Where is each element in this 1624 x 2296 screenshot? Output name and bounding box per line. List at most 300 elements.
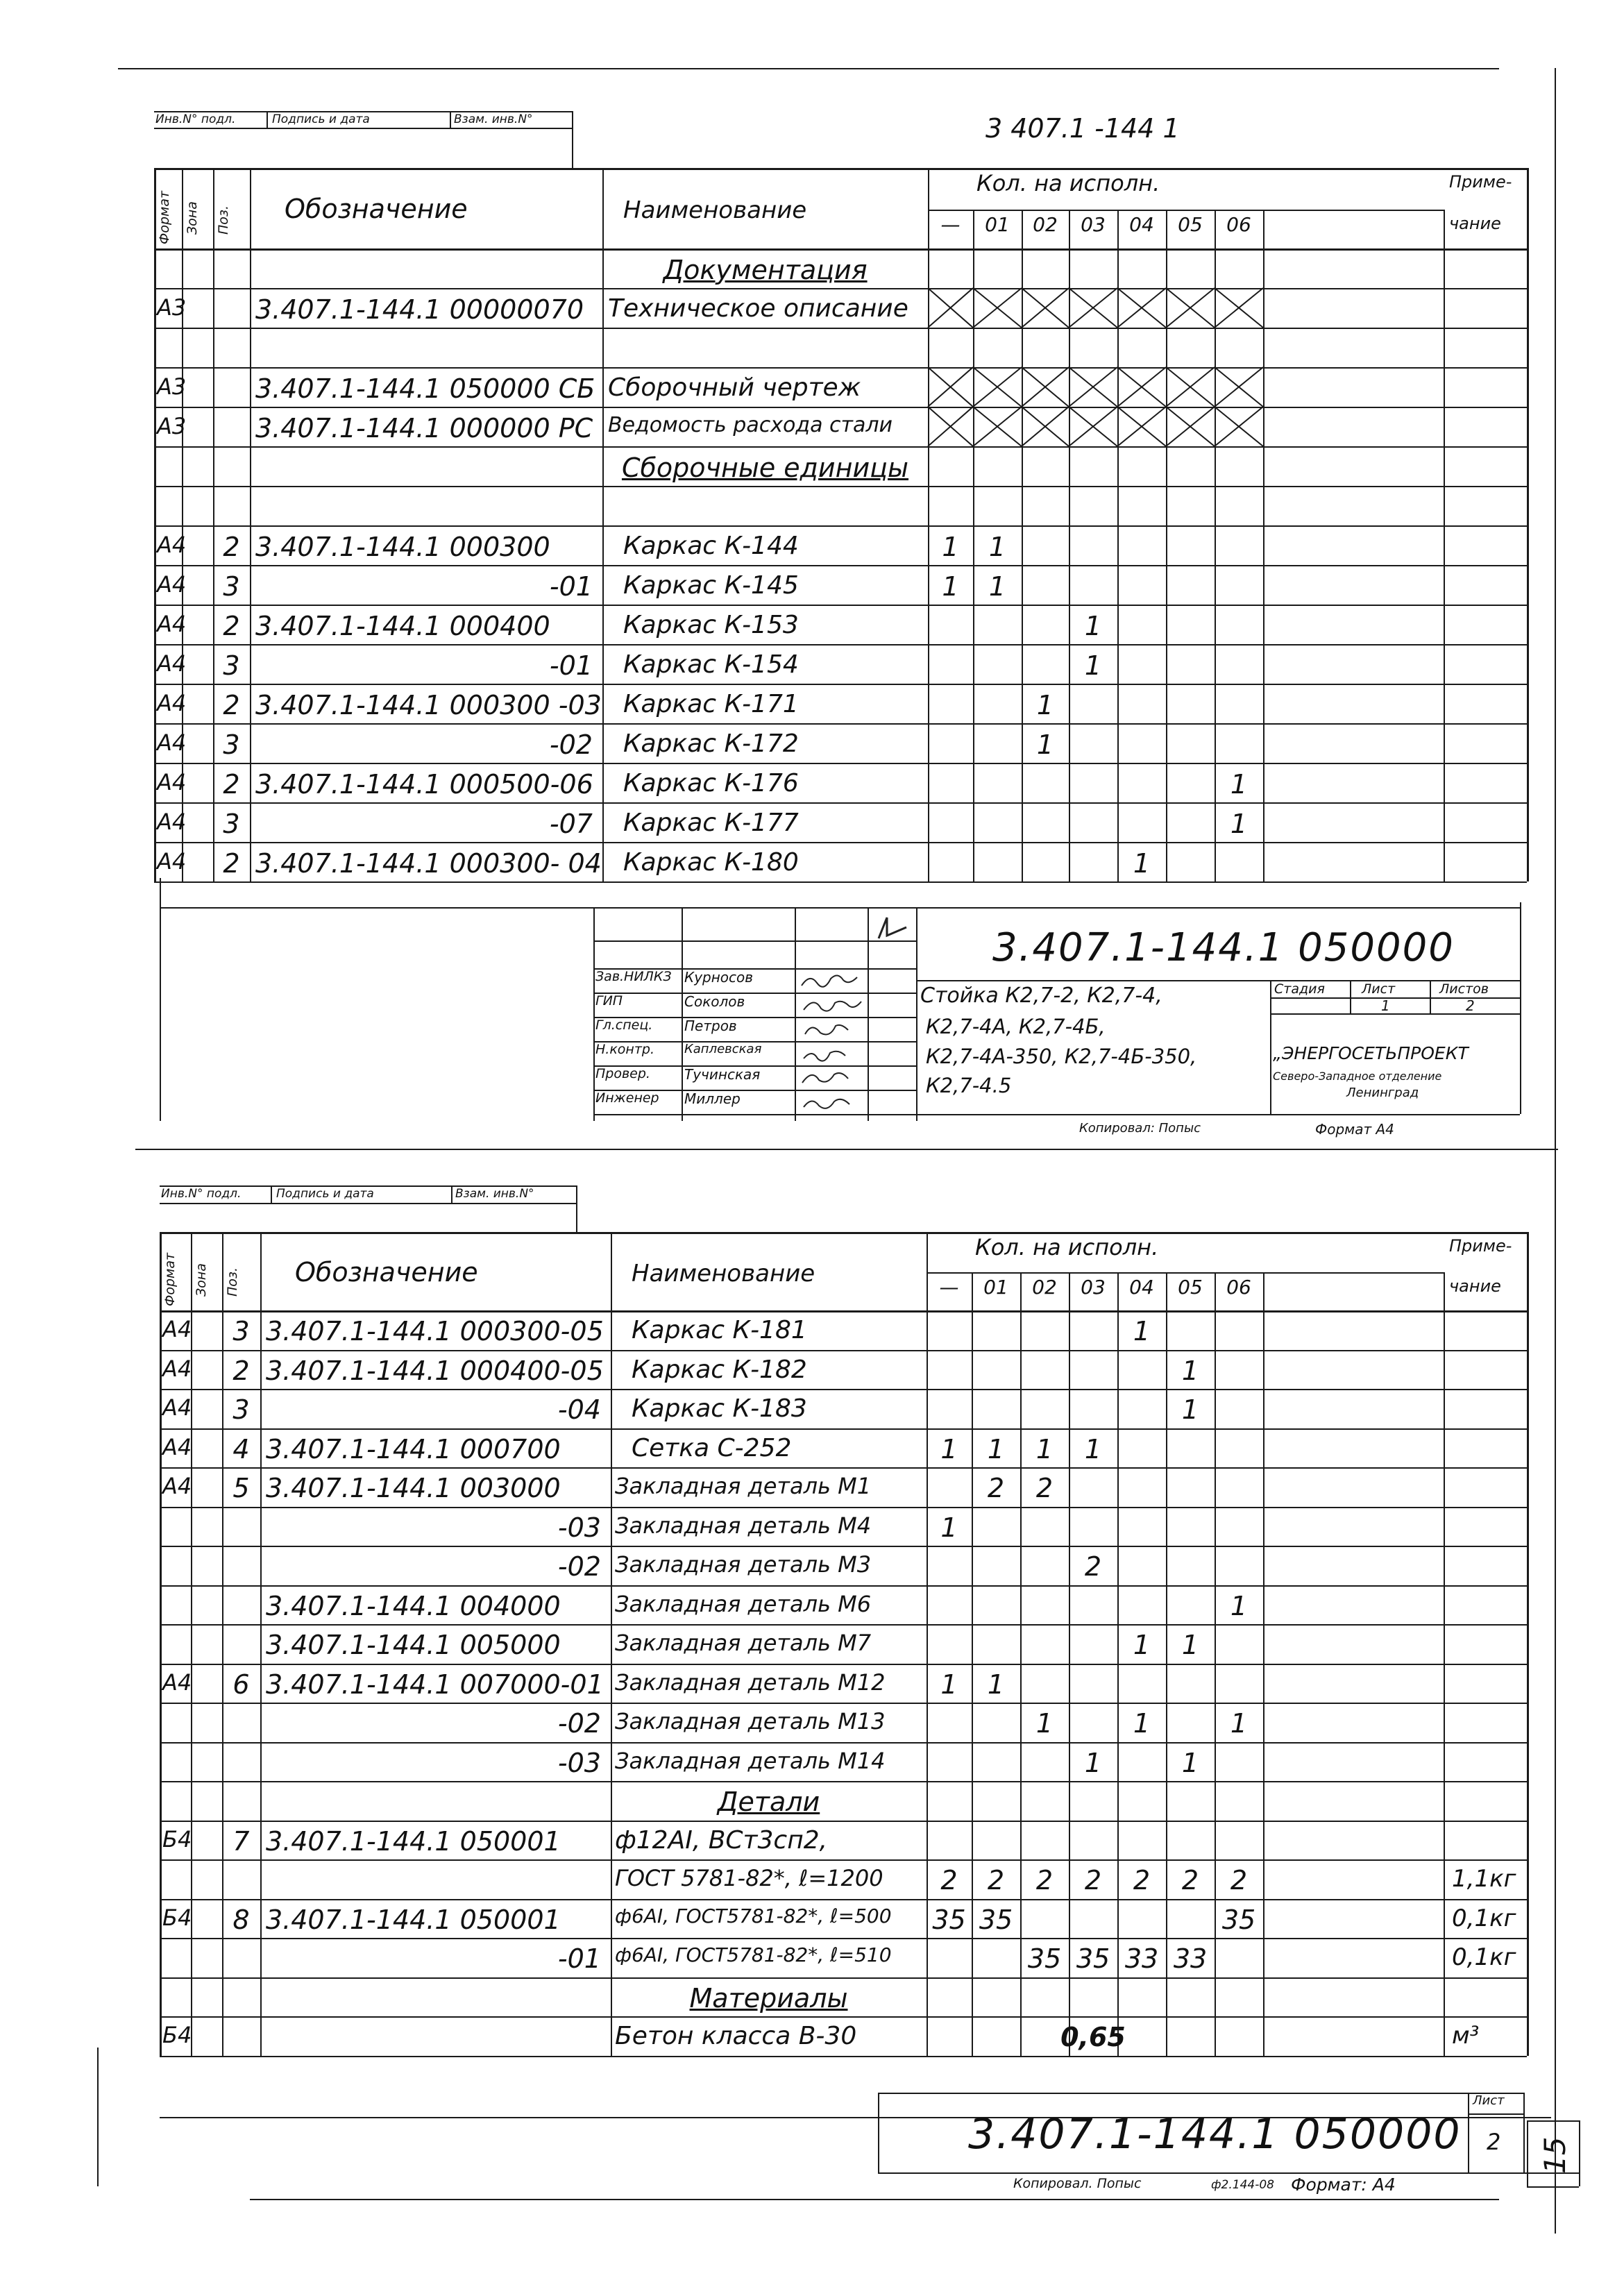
role-chief-engineer: ГИП (595, 993, 623, 1008)
quantity-cell: 1 (1035, 1433, 1054, 1464)
name-cell: ГОСТ 5781-82*, ℓ=1200 (615, 1867, 883, 1890)
organization-name: „ЭНЕРГОСЕТЬПРОЕКТ (1273, 1043, 1469, 1063)
format-cell: Б4 (162, 1825, 192, 1852)
position-column-header: Поз. (216, 205, 231, 235)
quantity-cell: 35 (1027, 1943, 1062, 1975)
quantity-cell: 1 (1084, 1747, 1102, 1778)
grid-line (160, 1428, 1527, 1430)
position-column-header: Поз. (225, 1267, 240, 1297)
grid-line (154, 605, 1527, 606)
document-code: 3.407.1-144.1 050000 (992, 925, 1455, 970)
quantity-cell: 1 (1230, 1708, 1248, 1739)
designation-cell: -07 (549, 808, 593, 839)
format-column-header: Формат (157, 190, 172, 244)
variant-column-header: — (939, 1276, 959, 1299)
quantity-cell: 1 (1230, 768, 1248, 800)
grid-line (160, 1232, 1527, 1234)
stamp-sign-label: Подпись и дата (276, 1187, 374, 1201)
format-cell: A4 (162, 1669, 192, 1696)
quantity-cell: 1 (1133, 1630, 1151, 1661)
variant-column-header: 05 (1178, 1276, 1203, 1299)
name-cell: Техническое описание (608, 296, 908, 321)
quantity-cell: 2 (1084, 1865, 1102, 1896)
note-cell: 0,1кг (1452, 1943, 1516, 1972)
grid-line (160, 2056, 1527, 2057)
variant-column-header: 03 (1081, 213, 1106, 236)
format-cell: A3 (157, 412, 187, 439)
quantity-cell: 2 (1230, 1865, 1248, 1896)
variant-column-header: 03 (1081, 1276, 1106, 1299)
title-line-1: Стойка К2,7-2, К2,7-4, (920, 984, 1162, 1008)
role-engineer: Инженер (595, 1090, 659, 1106)
grid-line (154, 168, 156, 881)
grid-line (160, 1938, 1527, 1939)
format-label: Формат: А4 (1291, 2175, 1396, 2195)
not-applicable-cross-mark (1069, 367, 1117, 407)
format-cell: A3 (157, 294, 187, 321)
grid-line (928, 210, 1444, 211)
name-sokolov: Соколов (684, 993, 745, 1010)
name-cell: Закладная деталь М13 (615, 1710, 886, 1733)
quantity-cell: 1 (987, 1433, 1005, 1464)
variant-column-header: 06 (1226, 213, 1251, 236)
not-applicable-cross-mark (1215, 288, 1263, 328)
right-border-line (1555, 68, 1556, 2234)
quantity-cell: 1 (942, 571, 959, 602)
sheet-label: Лист (1362, 981, 1396, 997)
not-applicable-cross-mark (1166, 288, 1215, 328)
grid-line (160, 1664, 1527, 1665)
quantity-cell: 1 (940, 1669, 958, 1700)
handwritten-signatures (798, 970, 868, 1113)
title-line-4: К2,7-4.5 (926, 1074, 1012, 1097)
grid-line (154, 446, 1527, 448)
grid-line (260, 1232, 262, 2056)
grid-line (1166, 1272, 1167, 2056)
not-applicable-cross-mark (1022, 288, 1069, 328)
name-cell: Закладная деталь М12 (615, 1671, 886, 1694)
format-cell: Б4 (162, 1904, 192, 1931)
grid-line (160, 2016, 1527, 2018)
name-petrov: Петров (684, 1018, 737, 1034)
quantity-cell: 1 (1181, 1355, 1199, 1386)
copied-by: Копировал. Попыс (1013, 2176, 1142, 2191)
grid-line (611, 1232, 612, 2056)
grid-line (154, 723, 1527, 725)
variant-column-header: 01 (983, 1276, 1008, 1299)
designation-cell: 3.407.1-144.1 005000 (266, 1630, 561, 1661)
grid-line (1263, 210, 1264, 881)
name-cell: Каркас К-171 (623, 691, 799, 717)
grid-line (160, 1821, 1527, 1822)
quantity-cell: 1 (1084, 1433, 1102, 1464)
sheet-number: 1 (1381, 997, 1390, 1014)
grid-line (1117, 1272, 1119, 2056)
name-miller: Миллер (684, 1090, 741, 1107)
not-applicable-cross-mark (928, 288, 973, 328)
grid-line (154, 842, 1527, 843)
name-cell: ф6АI, ГОСТ5781-82*, ℓ=510 (615, 1945, 892, 1966)
format-cell: A4 (157, 689, 187, 716)
grid-line (160, 1546, 1527, 1547)
not-applicable-cross-mark (1117, 288, 1166, 328)
variant-column-header: 02 (1033, 213, 1058, 236)
name-cell: Бетон класса В-30 (615, 2024, 857, 2050)
designation-cell: -01 (549, 650, 593, 681)
quantity-cell: 1 (1035, 1708, 1054, 1739)
designation-cell: 3.407.1-144.1 000300 -03 (255, 689, 602, 720)
position-cell: 2 (223, 689, 240, 720)
section-heading: Материалы (689, 1982, 848, 2014)
quantity-cell: 2 (940, 1865, 958, 1896)
not-applicable-cross-mark (973, 407, 1022, 446)
position-cell: 3 (223, 571, 240, 602)
grid-line (160, 1507, 1527, 1508)
format-cell: A4 (157, 768, 187, 795)
grid-line (928, 168, 929, 881)
grid-line (160, 1859, 1527, 1861)
sheets-label: Листов (1439, 981, 1489, 997)
designation-cell: 3.407.1-144.1 000300-05 (266, 1316, 604, 1347)
format-cell: A4 (157, 729, 187, 756)
designation-cell: 3.407.1-144.1 050001 (266, 1825, 561, 1857)
grid-line (160, 1899, 1527, 1900)
designation-cell: 3.407.1-144.1 000500-06 (255, 768, 593, 800)
quantity-cell: 1 (987, 1669, 1005, 1700)
stamp-replace-label: Взам. инв.N° (454, 112, 533, 126)
sheet-number: 2 (1487, 2129, 1501, 2155)
copied-by: Копировал: Попыс (1079, 1121, 1201, 1136)
not-applicable-cross-mark (1215, 367, 1263, 407)
grid-line (160, 1585, 1527, 1587)
format-cell: Б4 (162, 2022, 192, 2049)
variant-column-header: 05 (1178, 213, 1203, 236)
grid-line (160, 1742, 1527, 1744)
zone-column-header: Зона (185, 201, 200, 235)
quantity-cell: 35 (1076, 1943, 1110, 1975)
designation-cell: -02 (549, 729, 593, 760)
designation-cell: 3.407.1-144.1 000400 (255, 610, 550, 641)
position-cell: 7 (232, 1825, 250, 1857)
position-cell: 2 (223, 847, 240, 879)
name-cell: Закладная деталь М14 (615, 1749, 886, 1772)
grid-line (154, 288, 1527, 289)
quantity-cell: 1 (940, 1433, 958, 1464)
note-column-header: Приме- (1449, 1236, 1512, 1256)
title-line-3: К2,7-4А-350, К2,7-4Б-350, (926, 1045, 1197, 1068)
grid-line (160, 1310, 1527, 1312)
name-cell: Каркас К-180 (623, 850, 799, 875)
document-code: 3.407.1-144.1 050000 (968, 2110, 1462, 2159)
grid-line (1444, 1272, 1445, 2056)
sheets-total: 2 (1466, 997, 1475, 1014)
position-cell: 2 (232, 1355, 250, 1386)
format-cell: A4 (157, 808, 187, 835)
name-cell: Каркас К-145 (623, 573, 799, 598)
designation-column-header: Обозначение (285, 194, 468, 224)
designation-cell: 3.407.1-144.1 000300- 04 (255, 847, 602, 879)
designation-cell: -04 (557, 1394, 601, 1426)
concrete-volume-cell: 0,65 (1060, 2022, 1126, 2053)
name-cell: Каркас К-182 (632, 1357, 807, 1383)
quantity-cell: 1 (1133, 1708, 1151, 1739)
name-column-header: Наименование (632, 1259, 815, 1288)
stage-label: Стадия (1274, 981, 1325, 997)
name-cell: Сборочный чертеж (608, 375, 861, 400)
quantity-cell: 1 (1230, 1590, 1248, 1621)
format-cell: A4 (157, 571, 187, 598)
variant-column-header: 06 (1226, 1276, 1251, 1299)
name-cell: Каркас К-144 (623, 533, 799, 559)
grid-line (160, 1232, 162, 2056)
section-heading: Детали (717, 1787, 820, 1818)
name-kurnosov: Курносов (684, 969, 754, 986)
position-cell: 3 (232, 1316, 250, 1347)
not-applicable-cross-mark (928, 367, 973, 407)
quantity-cell: 2 (1035, 1865, 1054, 1896)
position-cell: 2 (223, 768, 240, 800)
stamp-sign-label: Подпись и дата (272, 112, 370, 126)
quantity-cell: 1 (1084, 610, 1102, 641)
format-cell: A4 (157, 610, 187, 637)
name-cell: Закладная деталь М7 (615, 1632, 872, 1655)
quantity-cell: 1 (942, 531, 959, 562)
format-cell: A4 (157, 847, 187, 875)
designation-cell: 3.407.1-144.1 000000 РС (255, 412, 593, 444)
name-cell: Сетка С-252 (632, 1435, 792, 1461)
name-tuchinskaya: Тучинская (684, 1066, 761, 1083)
grid-line (972, 1272, 973, 2056)
variant-column-header: 04 (1129, 213, 1154, 236)
organization-branch: Северо-Западное отделение (1273, 1070, 1442, 1083)
designation-cell: -03 (557, 1512, 601, 1543)
grid-line (160, 1624, 1527, 1626)
quantity-cell: 1 (1230, 808, 1248, 839)
name-kaplevskaya: Каплевская (684, 1042, 762, 1056)
quantity-cell: 1 (1036, 729, 1054, 760)
position-cell: 2 (223, 610, 240, 641)
page-number: 15 (1538, 2136, 1572, 2174)
variant-column-header: — (940, 213, 961, 236)
quantity-cell: 35 (1221, 1904, 1256, 1935)
name-cell: Закладная деталь М6 (615, 1592, 872, 1615)
grid-line (160, 1781, 1527, 1782)
quantity-cell: 1 (1036, 689, 1054, 720)
not-applicable-cross-mark (1117, 407, 1166, 446)
role-norm-control: Н.контр. (595, 1042, 655, 1057)
grid-line (160, 1467, 1527, 1469)
left-margin-stroke (97, 2048, 99, 2186)
note-cell: 1,1кг (1452, 1865, 1516, 1893)
name-cell: Каркас К-172 (623, 731, 799, 757)
position-cell: 3 (223, 808, 240, 839)
not-applicable-cross-mark (973, 288, 1022, 328)
format-cell: A4 (157, 650, 187, 677)
not-applicable-cross-mark (1069, 407, 1117, 446)
grid-line (1263, 1272, 1264, 2056)
not-applicable-cross-mark (1117, 367, 1166, 407)
stamp-code: ф2.144-08 (1211, 2178, 1274, 2192)
quantity-cell: 2 (1133, 1865, 1151, 1896)
grid-line (154, 367, 1527, 369)
note-column-header-2: чание (1449, 1276, 1501, 1296)
grid-line (160, 1350, 1527, 1351)
not-applicable-cross-mark (1166, 367, 1215, 407)
grid-line (154, 644, 1527, 645)
top-border-line (118, 68, 1499, 69)
designation-cell: -02 (557, 1708, 601, 1739)
not-applicable-cross-mark (1215, 407, 1263, 446)
position-cell: 3 (223, 650, 240, 681)
name-cell: Каркас К-181 (632, 1318, 807, 1344)
zone-column-header: Зона (194, 1263, 209, 1297)
format-cell: A4 (162, 1433, 192, 1460)
name-cell: Каркас К-177 (623, 810, 799, 836)
quantity-cell: 2 (1181, 1865, 1199, 1896)
designation-cell: 3.407.1-144.1 007000-01 (266, 1669, 604, 1700)
quantity-cell: 33 (1124, 1943, 1159, 1975)
position-cell: 3 (223, 729, 240, 760)
designation-cell: 3.407.1-144.1 000400-05 (266, 1355, 604, 1386)
position-cell: 5 (232, 1473, 250, 1504)
designation-cell: 3.407.1-144.1 050001 (266, 1904, 561, 1935)
grid-line (1444, 210, 1445, 881)
quantity-cell: 2 (1035, 1473, 1054, 1504)
quantity-cell: 1 (1133, 1316, 1151, 1347)
quantity-cell: 1 (1133, 847, 1151, 879)
name-cell: Каркас К-153 (623, 612, 799, 638)
not-applicable-cross-mark (928, 407, 973, 446)
designation-cell: 3.407.1-144.1 000700 (266, 1433, 561, 1464)
name-cell: Закладная деталь М3 (615, 1553, 872, 1576)
grid-line (154, 802, 1527, 804)
not-applicable-cross-mark (973, 367, 1022, 407)
position-cell: 3 (232, 1394, 250, 1426)
grid-line (154, 328, 1527, 329)
format-cell: A4 (162, 1316, 192, 1343)
sheet-label: Лист (1473, 2093, 1505, 2108)
quantity-cell: 2 (987, 1473, 1005, 1504)
designation-cell: 3.407.1-144.1 00000070 (255, 294, 584, 325)
role-chief-specialist: Гл.спец. (595, 1018, 653, 1033)
grid-line (154, 525, 1527, 527)
quantity-cell: 1 (988, 531, 1006, 562)
grid-line (154, 565, 1527, 566)
grid-line (160, 1977, 1527, 1979)
grid-line (154, 407, 1527, 408)
format-column-header: Формат (162, 1252, 178, 1306)
quantity-cell: 2 (987, 1865, 1005, 1896)
format-cell: A3 (157, 373, 187, 400)
role-checker: Провер. (595, 1066, 650, 1081)
sheet-divider-line (135, 1149, 1558, 1150)
grid-line (154, 763, 1527, 764)
name-cell: Ведомость расхода стали (608, 414, 893, 436)
grid-line (154, 248, 1527, 251)
grid-line (154, 881, 1527, 883)
name-cell: ф12АI, ВСт3сп2, (615, 1827, 828, 1853)
not-applicable-cross-mark (1069, 288, 1117, 328)
title-line-2: К2,7-4А, К2,7-4Б, (926, 1015, 1106, 1038)
grid-line (154, 684, 1527, 685)
name-column-header: Наименование (623, 196, 807, 224)
designation-cell: 3.407.1-144.1 003000 (266, 1473, 561, 1504)
quantity-group-header: Кол. на исполн. (975, 1234, 1159, 1260)
format-cell: A4 (157, 531, 187, 558)
designation-cell: -03 (557, 1747, 601, 1778)
designation-cell: -01 (549, 571, 593, 602)
quantity-cell: 1 (940, 1512, 958, 1543)
note-cell: 0,1кг (1452, 1904, 1516, 1932)
name-cell: Каркас К-154 (623, 652, 799, 677)
designation-cell: -01 (557, 1943, 601, 1975)
grid-line (154, 486, 1527, 487)
grid-line (1527, 168, 1529, 881)
note-cell: м³ (1452, 2022, 1480, 2050)
quantity-cell: 1 (1181, 1747, 1199, 1778)
quantity-cell: 1 (988, 571, 1006, 602)
position-cell: 6 (232, 1669, 250, 1700)
note-column-header: Приме- (1449, 172, 1512, 192)
section-heading: Сборочные единицы (621, 452, 909, 483)
position-cell: 8 (232, 1904, 250, 1935)
role-head-of-lab: Зав.НИЛКЗ (595, 969, 672, 984)
designation-cell: 3.407.1-144.1 050000 СБ (255, 373, 595, 404)
variant-column-header: 01 (985, 213, 1010, 236)
grid-line (160, 1703, 1527, 1704)
designation-cell: -02 (557, 1551, 601, 1582)
name-cell: Закладная деталь М1 (615, 1475, 872, 1498)
variant-column-header: 02 (1032, 1276, 1057, 1299)
quantity-cell: 1 (1181, 1394, 1199, 1426)
not-applicable-cross-mark (1022, 367, 1069, 407)
grid-line (1020, 1272, 1022, 2056)
format-label: Формат А4 (1315, 1121, 1394, 1138)
format-cell: A4 (162, 1355, 192, 1382)
position-cell: 2 (223, 531, 240, 562)
quantity-cell: 33 (1173, 1943, 1208, 1975)
designation-cell: 3.407.1-144.1 000300 (255, 531, 550, 562)
name-cell: ф6АI, ГОСТ5781-82*, ℓ=500 (615, 1906, 892, 1926)
variant-column-header: 04 (1129, 1276, 1154, 1299)
top-document-code: 3 407.1 -144 1 (986, 113, 1180, 144)
quantity-cell: 35 (979, 1904, 1013, 1935)
stamp-inv-label: Инв.N° подл. (161, 1187, 242, 1201)
quantity-cell: 2 (1084, 1551, 1102, 1582)
designation-column-header: Обозначение (295, 1256, 478, 1288)
name-cell: Закладная деталь М4 (615, 1514, 872, 1537)
grid-line (154, 168, 1527, 170)
name-cell: Каркас К-183 (632, 1396, 807, 1422)
stamp-inv-label: Инв.N° подл. (155, 112, 236, 126)
grid-line (927, 1272, 1444, 1274)
grid-line (250, 168, 251, 881)
grid-line (1527, 1232, 1529, 2056)
grid-line (160, 1389, 1527, 1390)
quantity-group-header: Кол. на исполн. (976, 170, 1160, 196)
position-cell: 4 (232, 1433, 250, 1464)
organization-city: Ленинград (1346, 1086, 1419, 1100)
stamp-replace-label: Взам. инв.N° (455, 1187, 534, 1201)
format-cell: A4 (162, 1473, 192, 1500)
note-column-header-2: чание (1449, 214, 1501, 233)
format-cell: A4 (162, 1394, 192, 1421)
quantity-cell: 1 (1084, 650, 1102, 681)
quantity-cell: 1 (1181, 1630, 1199, 1661)
grid-line (1215, 1272, 1216, 2056)
name-cell: Каркас К-176 (623, 770, 799, 796)
designation-cell: 3.407.1-144.1 004000 (266, 1590, 561, 1621)
